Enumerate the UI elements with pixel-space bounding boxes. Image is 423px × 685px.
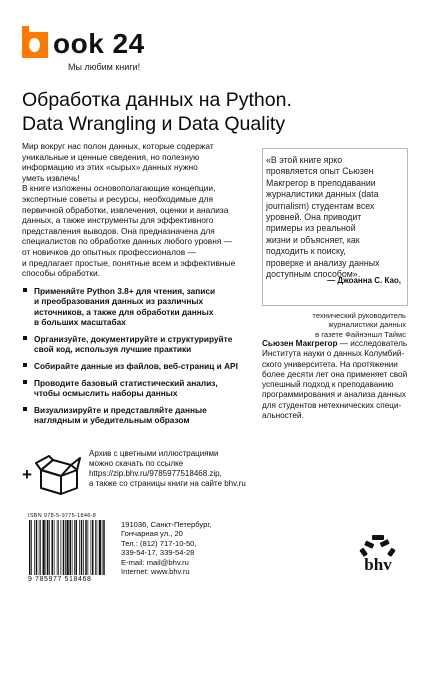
barcode-bar [70, 520, 72, 575]
feature-line: Проводите базовый статистический анализ, [34, 377, 218, 388]
feature-item [22, 286, 260, 327]
barcode-bar [63, 520, 65, 575]
quote-line: примеры из реальной [266, 223, 356, 234]
address-line: 339-54-17, 339-54-28 [121, 548, 195, 558]
square-bullet-icon [23, 363, 27, 367]
address-website[interactable]: Internet: www.bhv.ru [121, 567, 190, 577]
open-box-icon [35, 452, 81, 496]
description-line: данных, а также инструменты для эффективного [22, 215, 214, 226]
author-bio-line: программирования и анализа данных [262, 390, 406, 400]
quote-role-line: технический руководитель [312, 311, 406, 320]
quote-line: уровней. Она приводит [266, 212, 362, 223]
feature-line: источников, а также для обработки данных [34, 306, 214, 317]
quote-line: жизни и объясняет, как [266, 234, 360, 245]
feature-text [34, 378, 260, 399]
archive-link[interactable]: https://zip.bhv.ru/9785977518468.zip, [89, 469, 222, 478]
feature-text [34, 334, 260, 355]
author-bio-line: Института науки о данных Колумбий- [262, 349, 405, 359]
barcode-bar [88, 520, 89, 575]
barcode-bar [43, 520, 45, 575]
description-line: Мир вокруг нас полон данных, которые содержат [22, 141, 214, 151]
quote-line: журналистики данных (data [266, 189, 379, 200]
archive-info [89, 449, 269, 489]
description-line: первичной обработки, извлечения, оценки и анализа [22, 204, 229, 215]
feature-line: Применяйте Python 3.8+ для чтения, записи [34, 286, 216, 296]
logo-b-mark [22, 32, 48, 58]
review-quote-box [262, 148, 408, 306]
author-bio-line: успешный подход к преподаванию [262, 380, 394, 390]
barcode-bar [46, 520, 47, 575]
feature-item [22, 405, 260, 426]
barcode-bar [36, 520, 38, 575]
barcode-bar [58, 520, 59, 575]
author-bio-line: ского университета. На протяжении [262, 359, 398, 369]
barcode-bar [95, 520, 96, 575]
quote-line: Макгрегор в преподавании [266, 177, 376, 188]
barcode-bar [83, 520, 84, 575]
address-line: Тел.: (812) 717-10-50, [121, 538, 197, 548]
feature-line: наглядным и убедительным образом [34, 414, 190, 425]
book-title [22, 88, 412, 136]
description-line: и предлагает простые, понятные всем и эффективные [22, 257, 236, 268]
description-line: В книге изложены основополагающие концепции, [22, 183, 216, 194]
barcode-bar [97, 520, 98, 575]
square-bullet-icon [23, 380, 27, 384]
quote-line: подходить к поиску, [266, 246, 346, 257]
barcode-bar [81, 520, 83, 575]
author-bio [262, 339, 410, 421]
author-bio-line: альностей. [262, 411, 304, 421]
description-line: уметь извлечь! [22, 172, 80, 183]
feature-text [34, 361, 260, 371]
barcode-bar [79, 520, 80, 575]
feature-line: Собирайте данные из файлов, веб-страниц и API [34, 360, 238, 371]
feature-line: Организуйте, документируйте и структурируйте [34, 333, 233, 344]
quote-line: «В этой книге ярко [266, 155, 343, 165]
barcode-bar [103, 520, 105, 575]
author-bio-first-rest: — исследователь [337, 339, 408, 348]
barcode-bar [31, 520, 32, 575]
quote-author-role [262, 311, 406, 339]
barcode-bar [49, 520, 50, 575]
barcode-digits: 9 785977 518468 [28, 576, 92, 583]
barcode-bar [47, 520, 49, 575]
address-email[interactable]: E-mail: mail@bhv.ru [121, 557, 189, 567]
feature-line: и преобразования данных из различных [34, 296, 204, 307]
publisher-address [121, 520, 251, 576]
quote-line: journalism) студентам всех [266, 200, 375, 211]
barcode-bar [40, 520, 41, 575]
barcode-bar [61, 520, 62, 575]
archive-line: а также со страницы книги на сайте bhv.ru [89, 479, 246, 488]
description-line: специалистов по обработке данных любого уровня — [22, 236, 233, 247]
address-line: 191036, Санкт-Петербург, [121, 520, 212, 529]
bhv-publisher-logo [355, 533, 401, 583]
description-line: способы обработки. [22, 268, 101, 279]
address-line: Гончарная ул., 20 [121, 529, 183, 539]
bhv-logo-text: bhv [364, 555, 392, 574]
barcode-bar [34, 520, 35, 575]
plus-sign: + [22, 465, 32, 484]
book24-logo [22, 26, 172, 74]
feature-item [22, 334, 260, 355]
barcode-bar [102, 520, 103, 575]
quote-line: доступным способом». [266, 269, 361, 280]
book-title-line-1: Обработка данных на Python. [22, 89, 292, 111]
barcode-bar [52, 520, 54, 575]
archive-line: Архив с цветными иллюстрациями [89, 449, 219, 458]
square-bullet-icon [23, 336, 27, 340]
archive-line: можно скачать по ссылке [89, 459, 184, 468]
barcode-bar [39, 520, 40, 575]
square-bullet-icon [23, 288, 27, 292]
barcode-bar [76, 520, 78, 575]
barcode-bar [91, 520, 92, 575]
square-bullet-icon [23, 407, 27, 411]
barcode-bar [99, 520, 101, 575]
barcode [28, 520, 106, 575]
author-bio-line: для студентов нетехнических специ- [262, 400, 402, 410]
barcode-bar [74, 520, 75, 575]
description-paragraph-2 [22, 183, 254, 278]
quote-role-line: в газете Файнэншл Таймс [315, 329, 406, 339]
quote-line: проявляется опыт Сьюзен [266, 166, 374, 177]
barcode-bar [72, 520, 73, 575]
barcode-bar [65, 520, 66, 575]
isbn-label: ISBN 978-5-9775-1846-8 [28, 513, 97, 519]
feature-line: свой код, используя лучшие практики [34, 343, 192, 354]
barcode-bar [57, 520, 58, 575]
description-line: экспертные советы и ресурсы, необходимые для [22, 193, 213, 204]
feature-item [22, 378, 260, 399]
barcode-bar [54, 520, 55, 575]
quote-author: — Джоанна С. Као, [327, 276, 401, 285]
book-title-line-2: Data Wrangling и Data Quality [22, 113, 286, 135]
review-quote-text [266, 155, 405, 280]
description-paragraph-1 [22, 141, 254, 183]
description-line: информацию из этих «сырых» данных нужно [22, 162, 198, 173]
barcode-bar [85, 520, 87, 575]
logo-tagline: Мы любим книги! [68, 62, 141, 72]
quote-role-line: журналистики данных [328, 320, 406, 330]
feature-text [34, 405, 260, 426]
feature-line: чтобы осмыслить наборы данных [34, 387, 178, 398]
logo-brand-text: ook 24 [53, 28, 145, 59]
description-line: уникальные и ценные сведения, но полезную [22, 151, 200, 162]
description-line: от новичков до опытных профессионалов — [22, 246, 196, 257]
author-bio-line: более десяти лет она применяет свой [262, 369, 408, 379]
quote-line: проверке и анализу данных [266, 257, 380, 268]
feature-line: в больших масштабах [34, 316, 126, 327]
feature-list [22, 286, 260, 432]
book-description [22, 141, 254, 279]
feature-item [22, 361, 260, 371]
barcode-bar [29, 520, 31, 575]
author-name: Сьюзен Макгрегор [262, 339, 338, 348]
feature-text [34, 286, 260, 327]
barcode-bar [67, 520, 69, 575]
feature-line: Визуализируйте и представляйте данные [34, 404, 207, 415]
barcode-bar [92, 520, 94, 575]
description-line: представления выводов. Она предназначена для [22, 225, 215, 236]
